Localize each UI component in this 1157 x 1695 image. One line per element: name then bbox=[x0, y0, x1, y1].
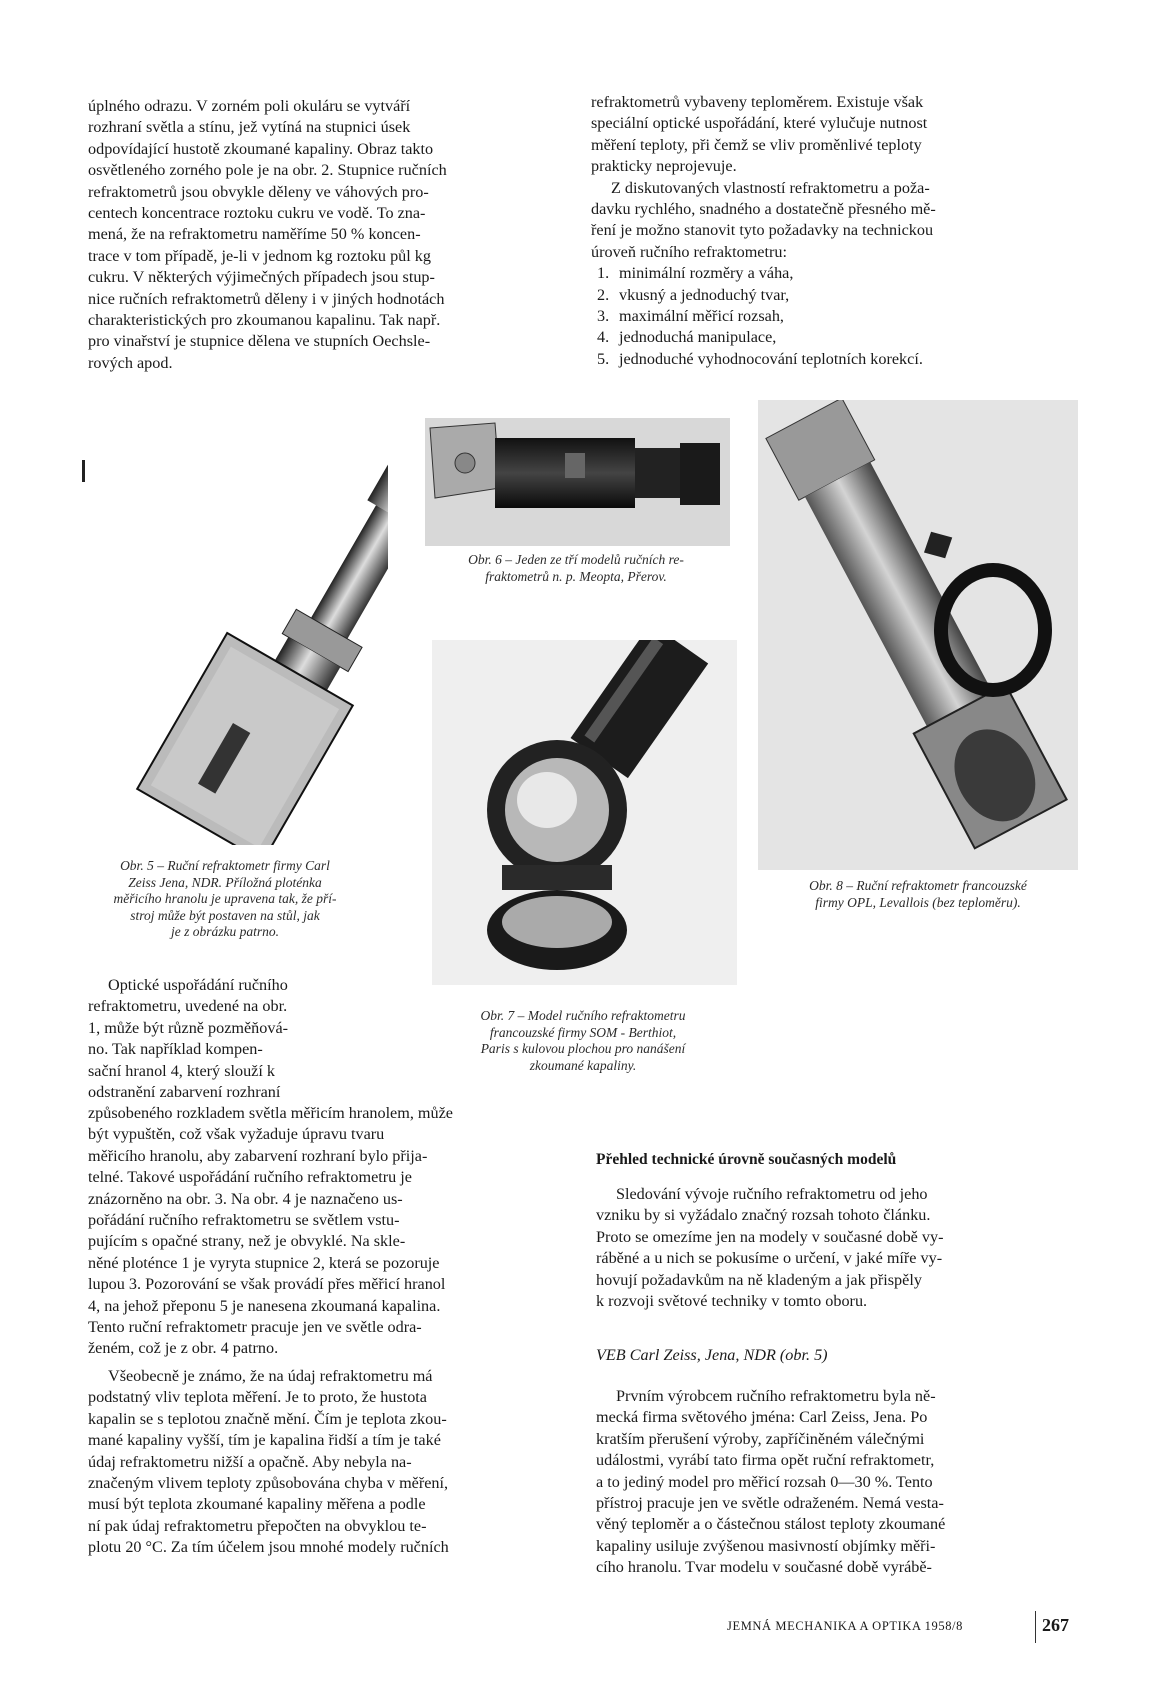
figure-8-caption: Obr. 8 – Ruční refraktometr francouzské firmy OPL, Levallois (bez teploměru). bbox=[809, 878, 1027, 910]
section-heading: Přehled technické úrovně současných modelů bbox=[596, 1151, 897, 1168]
text-line: Všeobecně je známo, že na údaj refraktometru má bbox=[108, 1366, 433, 1385]
text-line: no. Tak například kompen- bbox=[88, 1040, 263, 1059]
figure-6-caption: Obr. 6 – Jeden ze tří modelů ručních re- fraktometrů n. p. Meopta, Přerov. bbox=[468, 552, 684, 584]
left-bottom-narrow bbox=[88, 975, 360, 1103]
text-line: mecká firma světového jména: Carl Zeiss, Jena. Po bbox=[596, 1408, 928, 1427]
text-line: a to jediný model pro měřicí rozsah 0—30 %. Tento bbox=[596, 1472, 933, 1491]
text-line: centech koncentrace roztoku cukru ve vodě. To zna- bbox=[88, 204, 426, 223]
text-line: měření teploty, při čemž se vliv proměnlivé teploty bbox=[591, 135, 922, 154]
left-top-paragraph bbox=[88, 96, 560, 374]
right-bottom-para2 bbox=[596, 1386, 1070, 1579]
text-line: značeným vlivem teploty způsobována chyba v měření, bbox=[88, 1473, 449, 1492]
text-line: něné ploténce 1 je vyryta stupnice 2, která se pozoruje bbox=[88, 1253, 440, 1272]
list-item: 1. minimální rozměry a váha, bbox=[597, 264, 794, 283]
text-line: Optické uspořádání ručního bbox=[108, 976, 288, 994]
text-line: plotu 20 °C. Za tím účelem jsou mnohé modely ručních bbox=[88, 1538, 449, 1557]
text-line: úroveň ručního refraktometru: bbox=[591, 242, 787, 261]
figure-5-photo bbox=[78, 415, 388, 845]
text-line: přístroj pracuje jen ve světle odraženém. Nemá vesta- bbox=[596, 1494, 944, 1513]
text-line: kratším přerušení výroby, zapříčiněném válečnými bbox=[596, 1429, 925, 1448]
text-line: Z diskutovaných vlastností refraktometru a poža- bbox=[611, 178, 930, 197]
text-line: Proto se omezíme jen na modely v současné době vy- bbox=[596, 1227, 944, 1246]
text-line: úplného odrazu. V zorném poli okuláru se vytváří bbox=[88, 97, 411, 115]
text-line: musí být teplota zkoumané kapaliny měřena a podle bbox=[88, 1495, 426, 1514]
subsection-heading: VEB Carl Zeiss, Jena, NDR (obr. 5) bbox=[596, 1346, 828, 1364]
left-bottom-wide bbox=[88, 1103, 560, 1559]
list-item: 3. maximální měřicí rozsah, bbox=[597, 307, 784, 326]
text-line: pro vinařství je stupnice dělena ve stupních Oechsle- bbox=[88, 332, 431, 351]
footer-divider bbox=[1035, 1611, 1036, 1643]
text-line: speciální optické uspořádání, které vylučuje nutnost bbox=[591, 114, 928, 133]
requirements-list bbox=[591, 263, 1071, 370]
text-line: mená, že na refraktometru naměříme 50 % koncen- bbox=[88, 225, 421, 244]
list-item: 4. jednoduchá manipulace, bbox=[597, 328, 777, 347]
text-line: věný teploměr a o částečnou stálost teploty zkoumané bbox=[596, 1515, 946, 1534]
text-line: refraktometrů jsou obvykle děleny ve váhových pro- bbox=[88, 182, 429, 201]
figure-6-photo bbox=[425, 418, 730, 546]
text-line: pořádání ručního refraktometru se světlem vstu- bbox=[88, 1211, 400, 1230]
text-line: ženém, což je z obr. 4 patrno. bbox=[88, 1339, 279, 1358]
text-line: lupou 3. Pozorování se však provádí přes měřicí hranol bbox=[88, 1275, 446, 1294]
text-line: způsobeného rozkladem světla měřicím hranolem, může bbox=[88, 1104, 453, 1122]
list-item: 5. jednoduché vyhodnocování teplotních korekcí. bbox=[597, 349, 923, 368]
text-line: odstranění zabarvení rozhraní bbox=[88, 1083, 281, 1102]
text-line: davku rychlého, snadného a dostatečně přesného mě- bbox=[591, 200, 936, 219]
text-line: rozhraní světla a stínu, jež vytíná na stupnici úsek bbox=[88, 118, 411, 137]
text-line: rových apod. bbox=[88, 353, 173, 372]
text-line: 1, může být různě pozměňová- bbox=[88, 1018, 289, 1037]
text-line: 4, na jehož přeponu 5 je nanesena zkoumaná kapalina. bbox=[88, 1296, 441, 1315]
text-line: charakteristických pro zkoumanou kapalinu. Tak např. bbox=[88, 311, 441, 330]
text-line: ráběné a u nich se pokusíme o určení, v jaké míře vy- bbox=[596, 1249, 943, 1268]
right-bottom-para1 bbox=[596, 1184, 1070, 1312]
text-line: refraktometrů vybaveny teploměrem. Existuje však bbox=[591, 93, 924, 111]
text-line: prakticky neprojevuje. bbox=[591, 157, 737, 176]
text-line: podstatný vliv teplota měření. Je to proto, že hustota bbox=[88, 1388, 427, 1407]
text-line: osvětleného zorného pole je na obr. 2. Stupnice ručních bbox=[88, 161, 447, 180]
text-line: Prvním výrobcem ručního refraktometru byla ně- bbox=[616, 1387, 936, 1405]
text-line: měřicího hranolu, aby zabarvení rozhraní bylo přija- bbox=[88, 1146, 428, 1165]
text-line: mané kapaliny vyšší, tím je kapalina řidší a tím je také bbox=[88, 1431, 441, 1450]
list-item: 2. vkusný a jednoduchý tvar, bbox=[597, 285, 790, 304]
text-line: telné. Takové uspořádání ručního refraktometru je bbox=[88, 1168, 412, 1187]
text-line: nice ručních refraktometrů děleny i v jiných hodnotách bbox=[88, 289, 445, 308]
text-line: trace v tom případě, je-li v jednom kg roztoku půl kg bbox=[88, 246, 431, 265]
right-top-text bbox=[591, 92, 1071, 370]
text-line: znázorněno na obr. 3. Na obr. 4 je naznačeno us- bbox=[88, 1189, 403, 1208]
text-line: být vypuštěn, což však vyžaduje úpravu tvaru bbox=[88, 1125, 385, 1144]
text-line: k rozvoji světové techniky v tomto oboru. bbox=[596, 1292, 868, 1311]
running-footer: JEMNÁ MECHANIKA A OPTIKA 1958/8 bbox=[727, 1619, 963, 1633]
text-line: kapaliny usiluje zvýšenou masivností objímky měři- bbox=[596, 1536, 936, 1555]
text-line: událostmi, vyrábí tato firma opět ruční refraktometr, bbox=[596, 1451, 935, 1470]
text-line: Sledování vývoje ručního refraktometru od jeho bbox=[616, 1185, 928, 1203]
text-line: cího hranolu. Tvar modelu v současné době vyrábě- bbox=[596, 1558, 932, 1577]
text-line: hovují požadavkům na ně kladeným a jak přispěly bbox=[596, 1270, 922, 1289]
text-line: pujícím s opačné strany, než je obvyklé. Na skle- bbox=[88, 1232, 406, 1251]
text-line: ření je možno stanovit tyto požadavky na technickou bbox=[591, 221, 934, 240]
text-line: Tento ruční refraktometr pracuje jen ve světle odra- bbox=[88, 1318, 422, 1337]
text-line: ní pak údaj refraktometru přepočten na obvyklou te- bbox=[88, 1516, 427, 1535]
page-number: 267 bbox=[1042, 1615, 1069, 1635]
text-line: odpovídající hustotě zkoumané kapaliny. Obraz takto bbox=[88, 139, 434, 158]
figure-7-caption: Obr. 7 – Model ručního refraktometru francouzské firmy SOM - Berthiot, Paris s kulovou plochou pro nanášení zkoumané kapaliny. bbox=[480, 1008, 686, 1073]
text-line: cukru. V některých výjimečných případech jsou stup- bbox=[88, 268, 435, 287]
figure-8-photo bbox=[758, 400, 1078, 870]
text-line: vzniku by si vyžádalo značný rozsah tohoto článku. bbox=[596, 1206, 931, 1225]
text-line: sační hranol 4, který slouží k bbox=[88, 1061, 276, 1080]
text-line: refraktometru, uvedené na obr. bbox=[88, 997, 288, 1016]
text-line: údaj refraktometru nižší a opačně. Aby nebyla na- bbox=[88, 1452, 412, 1471]
figure-5-caption: Obr. 5 – Ruční refraktometr firmy Carl Zeiss Jena, NDR. Příložná ploténka měřicího hranolu je upravena tak, že pří- stroj může být postaven na stůl, jak je z obrázku patrno. bbox=[113, 858, 337, 939]
figure-7-photo bbox=[432, 640, 737, 985]
text-line: kapalin se s teplotou značně mění. Čím je teplota zkou- bbox=[88, 1409, 447, 1428]
